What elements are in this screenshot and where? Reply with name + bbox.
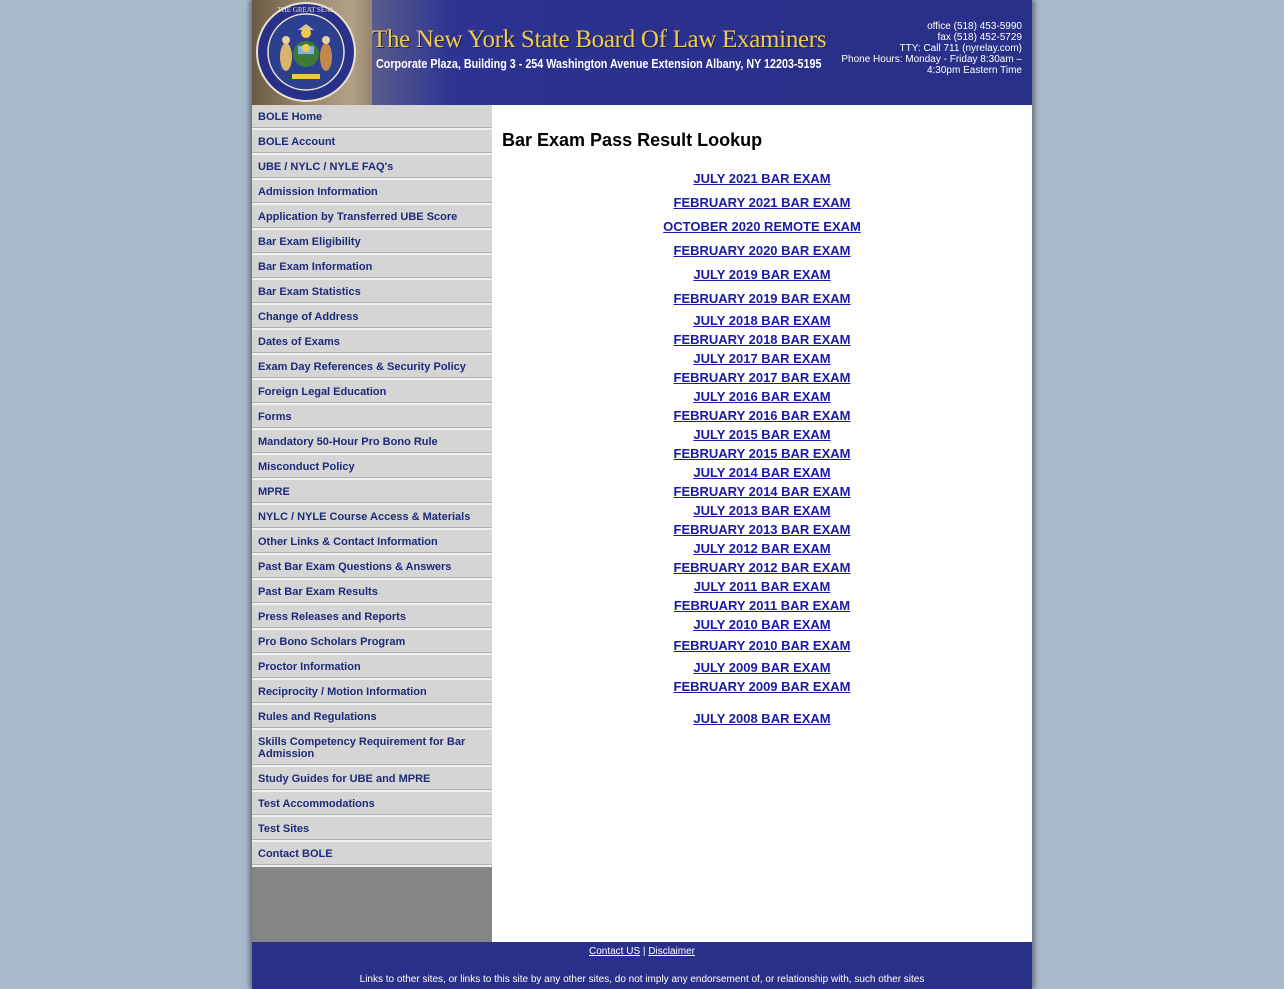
nav-item[interactable]: BOLE Account	[252, 130, 492, 155]
site-title: The New York State Board Of Law Examiners	[372, 26, 827, 53]
tty-info: TTY: Call 711 (nyrelay.com)	[899, 43, 1022, 54]
nav-item[interactable]: Dates of Exams	[252, 330, 492, 355]
nav-item[interactable]: Misconduct Policy	[252, 455, 492, 480]
exam-link[interactable]: JULY 2021 BAR EXAM	[693, 171, 831, 186]
nav-item[interactable]: Application by Transferred UBE Score	[252, 205, 492, 230]
nav-item[interactable]: Reciprocity / Motion Information	[252, 680, 492, 705]
exam-link[interactable]: JULY 2019 BAR EXAM	[693, 267, 831, 282]
sidebar-nav	[252, 105, 492, 867]
exam-link[interactable]: FEBRUARY 2010 BAR EXAM	[673, 638, 851, 653]
nav-item[interactable]: Test Sites	[252, 817, 492, 842]
fax-number: fax (518) 452-5729	[937, 32, 1022, 43]
exam-link[interactable]: FEBRUARY 2016 BAR EXAM	[673, 408, 851, 423]
exam-link[interactable]: JULY 2013 BAR EXAM	[693, 503, 831, 518]
exam-link[interactable]: JULY 2010 BAR EXAM	[693, 617, 831, 632]
exam-link[interactable]: FEBRUARY 2021 BAR EXAM	[673, 195, 851, 210]
page-title: Bar Exam Pass Result Lookup	[502, 130, 763, 150]
exam-link[interactable]: FEBRUARY 2020 BAR EXAM	[673, 243, 851, 258]
nav-item[interactable]: Bar Exam Eligibility	[252, 230, 492, 255]
exam-link[interactable]: FEBRUARY 2011 BAR EXAM	[673, 598, 851, 613]
exam-link[interactable]: FEBRUARY 2019 BAR EXAM	[673, 291, 851, 306]
exam-link[interactable]: FEBRUARY 2012 BAR EXAM	[673, 560, 851, 575]
exam-link[interactable]: JULY 2016 BAR EXAM	[693, 389, 831, 404]
exam-link[interactable]: OCTOBER 2020 REMOTE EXAM	[663, 219, 861, 234]
exam-link[interactable]: JULY 2014 BAR EXAM	[693, 465, 831, 480]
nav-item[interactable]: Pro Bono Scholars Program	[252, 630, 492, 655]
nav-item[interactable]: BOLE Home	[252, 105, 492, 130]
exam-link[interactable]: FEBRUARY 2017 BAR EXAM	[673, 370, 851, 385]
contact-us-link[interactable]: Contact US	[589, 946, 641, 957]
nav-item[interactable]: MPRE	[252, 480, 492, 505]
site-header	[252, 0, 1032, 105]
nav-item[interactable]: Press Releases and Reports	[252, 605, 492, 630]
contact-info	[841, 21, 1022, 76]
exam-link[interactable]: JULY 2015 BAR EXAM	[693, 427, 831, 442]
nav-item[interactable]: Test Accommodations	[252, 792, 492, 817]
state-seal-icon[interactable]	[256, 2, 356, 102]
nav-item[interactable]: Forms	[252, 405, 492, 430]
nav-item[interactable]: Proctor Information	[252, 655, 492, 680]
disclaimer-link[interactable]: Disclaimer	[648, 946, 695, 957]
site-address: Corporate Plaza, Building 3 - 254 Washington Avenue Extension Albany, NY 12203-5195	[376, 57, 822, 71]
nav-item[interactable]: Rules and Regulations	[252, 705, 492, 730]
nav-item[interactable]: Contact BOLE	[252, 842, 492, 867]
exam-link[interactable]: JULY 2008 BAR EXAM	[693, 711, 831, 726]
nav-item[interactable]: Foreign Legal Education	[252, 380, 492, 405]
exam-link[interactable]: FEBRUARY 2018 BAR EXAM	[673, 332, 851, 347]
exam-link[interactable]: JULY 2012 BAR EXAM	[693, 541, 831, 556]
site-footer	[252, 942, 1032, 989]
footer-separator: |	[642, 946, 646, 957]
nav-item[interactable]: Study Guides for UBE and MPRE	[252, 767, 492, 792]
nav-item[interactable]: Past Bar Exam Results	[252, 580, 492, 605]
exam-link[interactable]: FEBRUARY 2014 BAR EXAM	[673, 484, 851, 499]
nav-item[interactable]: Skills Competency Requirement for Bar Admission	[252, 730, 492, 767]
footer-note: Links to other sites, or links to this site by any other sites, do not imply any endorsement of, or relationship with, such other sites	[359, 974, 925, 985]
svg-text:THE GREAT SEAL: THE GREAT SEAL	[277, 6, 335, 14]
nav-item[interactable]: NYLC / NYLE Course Access & Materials	[252, 505, 492, 530]
exam-link[interactable]: FEBRUARY 2009 BAR EXAM	[673, 679, 851, 694]
exam-link[interactable]: JULY 2017 BAR EXAM	[693, 351, 831, 366]
exam-link[interactable]: FEBRUARY 2015 BAR EXAM	[673, 446, 851, 461]
nav-item[interactable]: Past Bar Exam Questions & Answers	[252, 555, 492, 580]
footer-links	[252, 946, 1032, 957]
exam-link[interactable]: JULY 2011 BAR EXAM	[693, 579, 831, 594]
page-wrapper	[252, 0, 1032, 989]
nav-item[interactable]: Bar Exam Statistics	[252, 280, 492, 305]
exam-link[interactable]: FEBRUARY 2013 BAR EXAM	[673, 522, 851, 537]
main-content	[492, 105, 1032, 942]
nav-item[interactable]: Other Links & Contact Information	[252, 530, 492, 555]
office-phone: office (518) 453-5990	[927, 21, 1022, 32]
nav-item[interactable]: Mandatory 50-Hour Pro Bono Rule	[252, 430, 492, 455]
exam-link[interactable]: JULY 2018 BAR EXAM	[693, 313, 831, 328]
exam-link[interactable]: JULY 2009 BAR EXAM	[693, 660, 831, 675]
nav-item[interactable]: Bar Exam Information	[252, 255, 492, 280]
nav-item[interactable]: Exam Day References & Security Policy	[252, 355, 492, 380]
phone-hours: Phone Hours: Monday - Friday 8:30am –	[841, 54, 1022, 65]
nav-item[interactable]: Change of Address	[252, 305, 492, 330]
phone-hours-end: 4:30pm Eastern Time	[926, 65, 1022, 76]
sidebar	[252, 105, 492, 942]
nav-item[interactable]: Admission Information	[252, 180, 492, 205]
nav-item[interactable]: UBE / NYLC / NYLE FAQ's	[252, 155, 492, 180]
